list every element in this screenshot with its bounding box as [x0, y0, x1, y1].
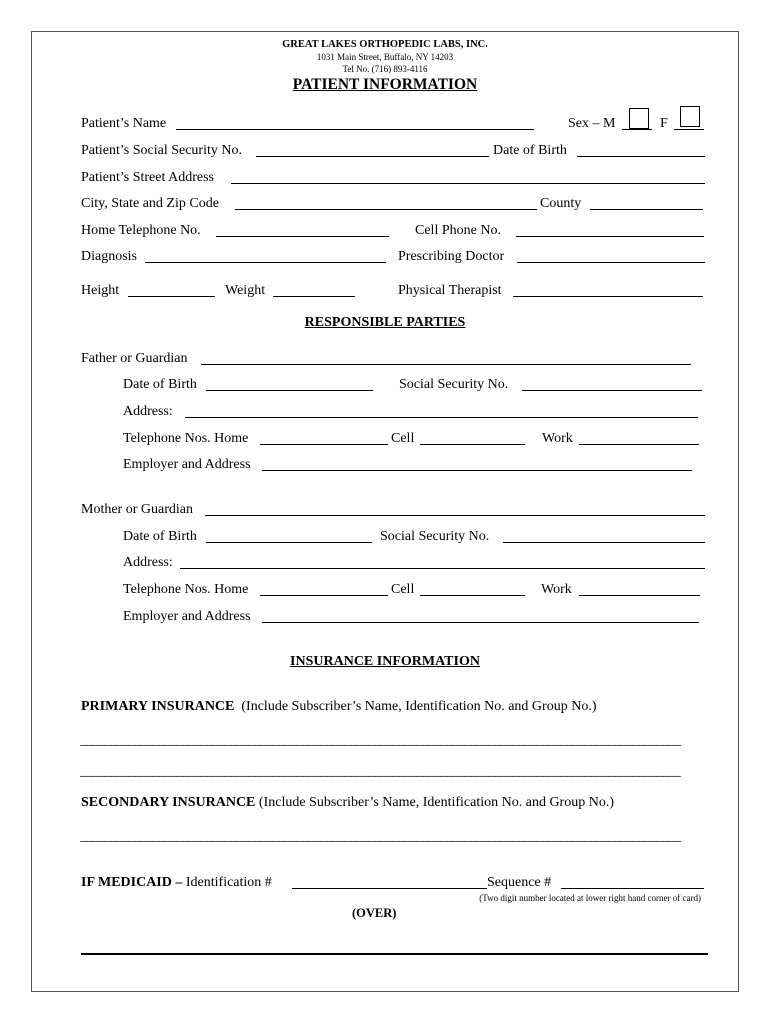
label-mother-dob: Date of Birth [123, 529, 197, 544]
medicaid-label [81, 875, 272, 891]
label-mother-employer: Employer and Address [123, 609, 251, 624]
label-county: County [540, 196, 582, 211]
secondary-insurance-title: SECONDARY INSURANCE [81, 795, 256, 810]
medicaid-id-label: Identification # [185, 875, 272, 890]
father-ssn-field[interactable] [522, 390, 702, 391]
label-height: Height [81, 283, 120, 298]
label-father-cell: Cell [391, 431, 415, 446]
father-dob-field[interactable] [206, 390, 373, 391]
label-father-guardian: Father or Guardian [81, 351, 188, 366]
label-sequence: Sequence # [487, 875, 552, 890]
sex-female-underline [674, 129, 704, 130]
primary-insurance-line-1[interactable]: ____________________________________________________________________________________________________ [80, 733, 680, 748]
label-father-work: Work [542, 431, 573, 446]
label-cell-phone: Cell Phone No. [415, 223, 501, 238]
label-sex-f: F [660, 116, 668, 131]
label-street-address: Patient’s Street Address [81, 170, 214, 185]
sex-female-checkbox[interactable] [680, 106, 700, 127]
mother-guardian-field[interactable] [205, 515, 705, 516]
medicaid-title: IF MEDICAID – [81, 875, 183, 890]
company-name: GREAT LAKES ORTHOPEDIC LABS, INC. [282, 39, 488, 50]
label-physical-therapist: Physical Therapist [398, 283, 502, 298]
label-mother-cell: Cell [391, 582, 415, 597]
primary-insurance-label [81, 699, 596, 715]
primary-insurance-title: PRIMARY INSURANCE [81, 699, 235, 714]
label-father-ssn: Social Security No. [399, 377, 509, 392]
diagnosis-field[interactable] [145, 262, 386, 263]
mother-cell-field[interactable] [420, 595, 525, 596]
company-phone: Tel No. (716) 893-4116 [342, 64, 428, 74]
label-mother-ssn: Social Security No. [380, 529, 490, 544]
label-mother-address: Address: [123, 555, 173, 570]
label-mother-tel-home: Telephone Nos. Home [123, 582, 249, 597]
height-field[interactable] [128, 296, 215, 297]
secondary-insurance-note: (Include Subscriber’s Name, Identification No. and Group No.) [258, 795, 614, 810]
father-tel-home-field[interactable] [260, 444, 388, 445]
cell-phone-field[interactable] [516, 236, 704, 237]
medicaid-id-field[interactable] [292, 888, 487, 889]
primary-insurance-note: (Include Subscriber’s Name, Identification No. and Group No.) [241, 699, 597, 714]
label-dob: Date of Birth [493, 143, 567, 158]
label-sex-m: Sex – M [568, 116, 616, 131]
ssn-field[interactable] [256, 156, 489, 157]
secondary-insurance-label [81, 795, 614, 811]
dob-field[interactable] [577, 156, 705, 157]
home-telephone-field[interactable] [216, 236, 389, 237]
company-address: 1031 Main Street, Buffalo, NY 14203 [316, 52, 454, 62]
prescribing-doctor-field[interactable] [517, 262, 705, 263]
patient-name-field[interactable] [176, 129, 534, 130]
sequence-field[interactable] [561, 888, 704, 889]
label-father-tel-home: Telephone Nos. Home [123, 431, 249, 446]
label-ssn: Patient’s Social Security No. [81, 143, 242, 158]
primary-insurance-line-2[interactable]: ____________________________________________________________________________________________________ [80, 764, 680, 779]
label-patient-name: Patient’s Name [81, 116, 167, 131]
sex-male-underline [622, 129, 652, 130]
responsible-parties-heading: RESPONSIBLE PARTIES [304, 315, 466, 330]
label-home-telephone: Home Telephone No. [81, 223, 201, 238]
mother-dob-field[interactable] [206, 542, 372, 543]
father-address-field[interactable] [185, 417, 698, 418]
label-city-state-zip: City, State and Zip Code [81, 196, 219, 211]
father-employer-field[interactable] [262, 470, 692, 471]
mother-address-field[interactable] [180, 568, 705, 569]
label-father-address: Address: [123, 404, 173, 419]
weight-field[interactable] [273, 296, 355, 297]
label-mother-work: Work [541, 582, 572, 597]
label-father-dob: Date of Birth [123, 377, 197, 392]
physical-therapist-field[interactable] [513, 296, 703, 297]
father-cell-field[interactable] [420, 444, 525, 445]
page-title: PATIENT INFORMATION [292, 76, 478, 93]
mother-employer-field[interactable] [262, 622, 699, 623]
label-father-employer: Employer and Address [123, 457, 251, 472]
sex-male-checkbox[interactable] [629, 108, 649, 129]
city-state-zip-field[interactable] [235, 209, 537, 210]
county-field[interactable] [590, 209, 703, 210]
secondary-insurance-line[interactable]: ____________________________________________________________________________________________________ [80, 829, 680, 844]
sequence-note: (Two digit number located at lower right hand corner of card) [479, 893, 701, 903]
insurance-heading: INSURANCE INFORMATION [290, 654, 480, 669]
mother-ssn-field[interactable] [503, 542, 705, 543]
father-guardian-field[interactable] [201, 364, 691, 365]
label-mother-guardian: Mother or Guardian [81, 502, 193, 517]
label-diagnosis: Diagnosis [81, 249, 137, 264]
street-address-field[interactable] [231, 183, 705, 184]
label-prescribing-doctor: Prescribing Doctor [398, 249, 505, 264]
over-label: (OVER) [352, 906, 397, 920]
father-work-field[interactable] [579, 444, 699, 445]
mother-tel-home-field[interactable] [260, 595, 388, 596]
bottom-rule [81, 953, 708, 955]
mother-work-field[interactable] [579, 595, 700, 596]
label-weight: Weight [225, 283, 266, 298]
